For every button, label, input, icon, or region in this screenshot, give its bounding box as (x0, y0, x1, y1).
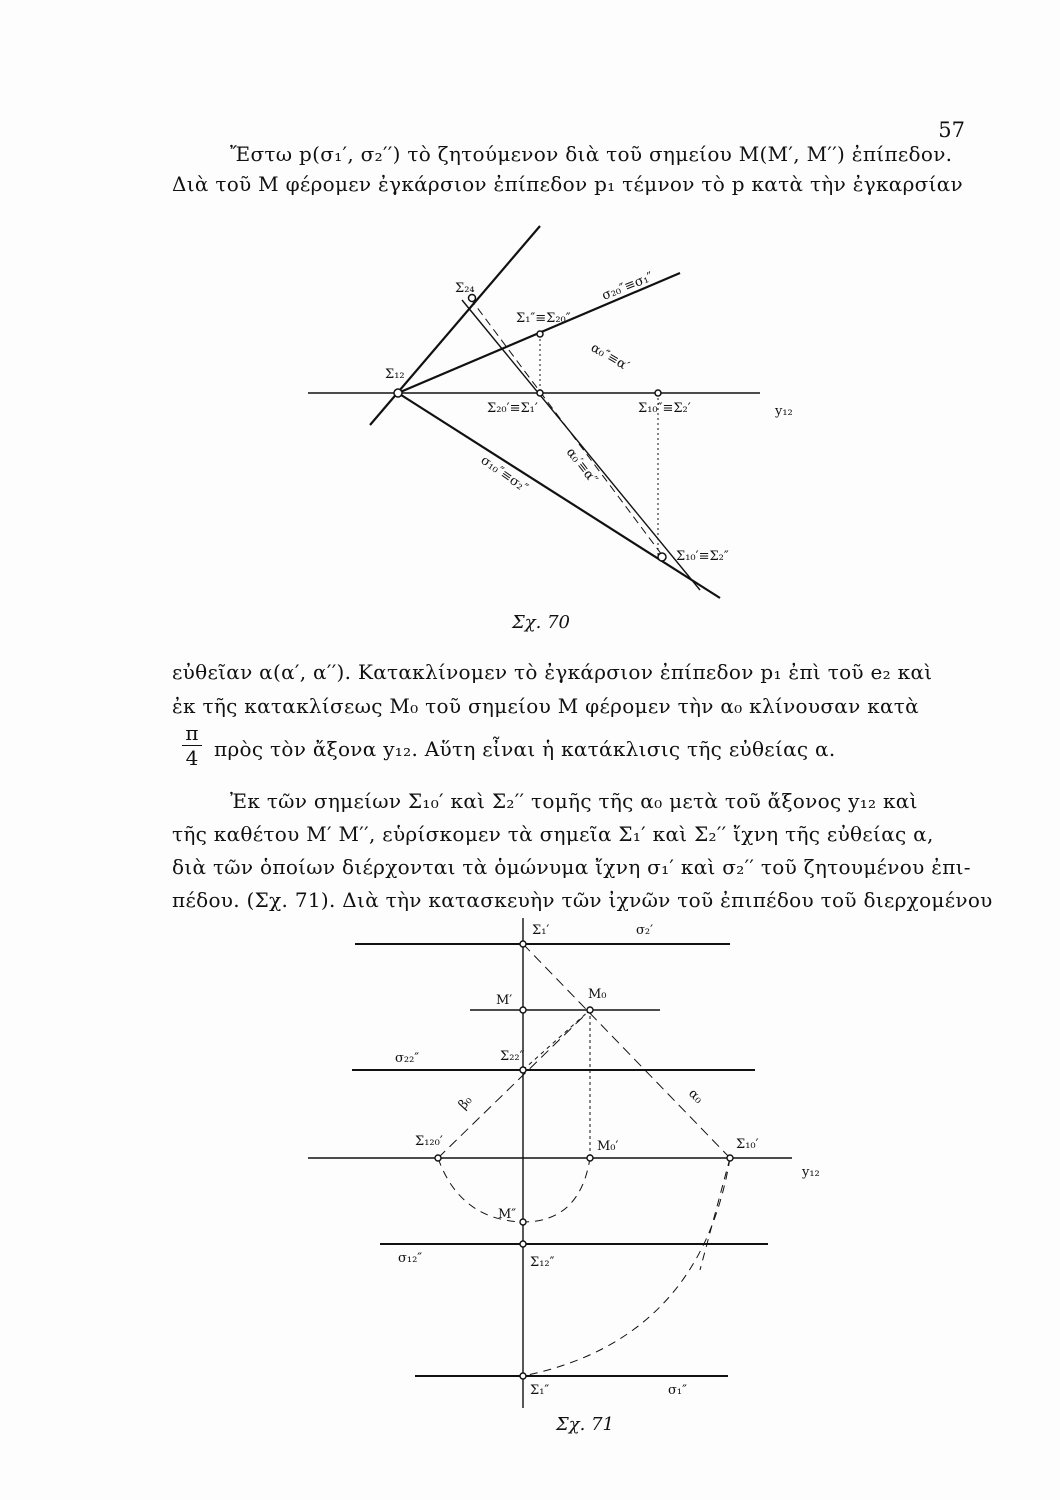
fig71-label-s1p: Σ₁′ (532, 923, 550, 938)
fig71-label-s10: Σ₁₀′ (736, 1137, 759, 1152)
fig70-label-s12: Σ₁₂ (385, 367, 405, 382)
fig71-label-y12: y₁₂ (802, 1165, 820, 1180)
fig70-label-s24: Σ₂₄ (455, 281, 475, 296)
fig71-label-mpp: M₀′ (597, 1139, 619, 1154)
fig71-label-o12: σ₁₂″ (398, 1251, 423, 1266)
text-line-6: Ἐκ τῶν σημείων Σ₁₀′ καὶ Σ₂′′ τομῆς τῆς α₀ μετὰ τοῦ ἄξονος y₁₂ καὶ (230, 789, 918, 813)
fig70-label-o10o2: σ₁₀″≡σ₂″ (477, 452, 531, 497)
fig71-label-s22: Σ₂₂″ (500, 1049, 525, 1064)
fig71-label-s12: Σ₁₂″ (530, 1255, 555, 1270)
page-number: 57 (938, 118, 965, 142)
text-line-9: πέδου. (Σχ. 71). Διὰ τὴν κατασκευὴν τῶν ἰχνῶν τοῦ ἐπιπέδου τοῦ διερχομένου (172, 888, 993, 912)
fig71-label-o22: σ₂₂″ (395, 1051, 420, 1066)
fig71-dashed-beta (438, 1010, 590, 1158)
fig71-dashed-alpha (523, 944, 730, 1158)
fraction-denominator: 4 (185, 746, 199, 770)
fig71-label-s120: Σ₁₂₀′ (415, 1134, 443, 1149)
fig71-label-o2p: σ₂′ (636, 923, 654, 938)
text-line-8: διὰ τῶν ὁποίων διέρχονται τὰ ὁμώνυμα ἴχνη σ₁′ καὶ σ₂′′ τοῦ ζητουμένου ἐπι- (172, 855, 971, 879)
fig70-label-a0a2: α₀′≡α″ (562, 445, 601, 488)
fig71-label-o1: σ₁″ (668, 1383, 687, 1398)
text-line-4: ἐκ τῆς κατακλίσεως M₀ τοῦ σημείου M φέρομεν τὴν α₀ κλίνουσαν κατὰ (172, 694, 919, 718)
fig70-label-s20s1: Σ₂₀′≡Σ₁′ (487, 401, 538, 416)
fig71-label-beta0: β₀ (455, 1093, 476, 1113)
fig70-label-s10s2: Σ₁₀″≡Σ₂′ (638, 401, 691, 416)
fig71-label-m2: M″ (498, 1207, 517, 1222)
text-line-1: Ἔστω p(σ₁′, σ₂′′) τὸ ζητούμενον διὰ τοῦ σημείου M(M′, M′′) ἐπίπεδον. (230, 142, 953, 166)
fig71-label-m0: M₀ (588, 987, 607, 1002)
fraction-numerator: π (185, 721, 199, 745)
text-line-7: τῆς καθέτου M′ M′′, εὑρίσκομεν τὰ σημεῖα Σ₁′ καὶ Σ₂′′ ἴχνη τῆς εὐθείας α, (172, 822, 934, 846)
fig71-label-s1: Σ₁″ (530, 1383, 550, 1398)
fig70-label-o20o1: σ₂₀″≡σ₁″ (599, 269, 656, 304)
fig70-label-s10s2b: Σ₁₀′≡Σ₂″ (676, 549, 729, 564)
text-line-5: πρὸς τὸν ἄξονα y₁₂. Αὕτη εἶναι ἡ κατάκλισις τῆς εὐθείας α. (214, 737, 836, 761)
fig71-label-alpha0: α₀ (685, 1086, 706, 1107)
text-line-3: εὐθεῖαν α(α′, α′′). Κατακλίνομεν τὸ ἐγκάρσιον ἐπίπεδον p₁ ἐπὶ τοῦ e₂ καὶ (172, 660, 933, 684)
fig70-label-a0a: α₀″≡α′ (588, 340, 632, 375)
text-line-2: Διὰ τοῦ M φέρομεν ἐγκάρσιον ἐπίπεδον p₁ τέμνον τὸ p κατὰ τὴν ἐγκαρσίαν (172, 172, 964, 196)
fig70-label-s1s20: Σ₁″≡Σ₂₀″ (516, 311, 571, 326)
fig71-caption: Σχ. 71 (556, 1414, 614, 1435)
fig70-label-y12: y₁₂ (775, 404, 793, 419)
fig70-caption: Σχ. 70 (512, 612, 570, 633)
fig71-label-mp: M′ (496, 993, 513, 1008)
